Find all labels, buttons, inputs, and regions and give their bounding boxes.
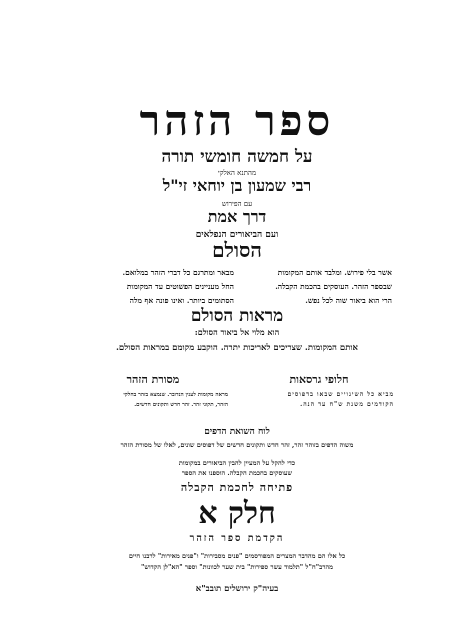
- sulam-description-right: [80, 266, 234, 308]
- chilufei-description: [244, 390, 394, 410]
- volume-title: חלק א: [198, 496, 276, 531]
- luach-description: משוה הדפים בזוהר זהר, זהר חדש ותקונים חדשים של דפוסים שונים, לאלו של מסורת הזהר: [120, 441, 354, 449]
- marot-description: אותם המקומות. שצריכים לאריכות יתרה. הוקבע מקומם במראות הסולם.: [115, 343, 359, 353]
- text-line: כדי להקל על המעיין להבין הביאורים במקומות: [178, 459, 296, 467]
- text-line: מהרב"ח"ל "תלמוד עשר ספירות" בית שער לכוונות" וספר "הא"לן הקדוש": [140, 563, 333, 571]
- marot-subtitle: הוא מלוי אל ביאור הסולם:: [194, 327, 280, 337]
- hasulam-title: הסולם: [212, 238, 262, 262]
- petichah-title: פתיחה לחכמת הקבלה: [180, 481, 294, 494]
- text-line: שבספר הזהר. העוסקים בהכמת הקבלה.: [275, 282, 392, 291]
- commentary-label: עם הפירוש: [221, 200, 253, 208]
- text-line: הרי הוא ביאור שוה לכל נפש.: [305, 296, 392, 305]
- text-line: אשר בלי פירוש. ומלבד אותם המקומות: [277, 268, 392, 277]
- intro-list: [0, 551, 474, 573]
- text-line: מבאר ומתרגם כל דברי הזהר במלואם.: [122, 268, 234, 277]
- text-line: הזהר, תקוני זהר. זהר חדש ותקונים חדשים.: [134, 402, 228, 408]
- chilufei-title: חלופי גרסאות: [289, 373, 349, 386]
- text-line: שעוסקים בחכמת הקבלה. הוספנו את הספר: [181, 469, 293, 477]
- text-line: הסתומים ביותר. ואינו פונה אף מלה: [129, 296, 234, 305]
- masoret-title: מסורת הזהר: [126, 373, 180, 386]
- imprint: בעיה"ק ירושלים תובב"א: [195, 584, 279, 594]
- intro-note: [0, 458, 474, 478]
- text-line: הקודמים משנת ש"ח עד הנה.: [300, 401, 394, 408]
- text-line: מביא כל השינויים שבאו בדפוסים: [287, 391, 394, 398]
- book-subtitle: על חמשה חומשי תורה: [161, 147, 313, 167]
- text-line: כל אלו הם מהדבר המצרים המפורסמים "פנים מסבירות" ו"פנים מאירות" לרבנו חיים: [128, 552, 346, 560]
- text-line: מראה מקומות לענין הנדובר. שנמצא בזהר בחלקי: [123, 392, 228, 398]
- sulam-description-left: [238, 266, 392, 308]
- hakdamat-title: הקדמת ספר הזהר: [189, 533, 285, 544]
- luach-title: לוח השואת הדפים: [204, 427, 270, 437]
- notes-label: ועם הביאורים הנפלאים: [195, 230, 279, 240]
- text-line: החל מעניינים הפשוטים עד המקומות: [126, 282, 234, 291]
- derech-emet-title: דרך אמת: [207, 207, 267, 226]
- marot-title: מראות הסולם: [190, 306, 284, 326]
- attribution-label: מהתנא האלקי: [217, 169, 257, 177]
- book-title: ספר הזהר: [139, 96, 335, 145]
- author-name: רבי שמעון בן יוחאי זי"ל: [162, 176, 312, 195]
- masoret-description: [78, 390, 228, 410]
